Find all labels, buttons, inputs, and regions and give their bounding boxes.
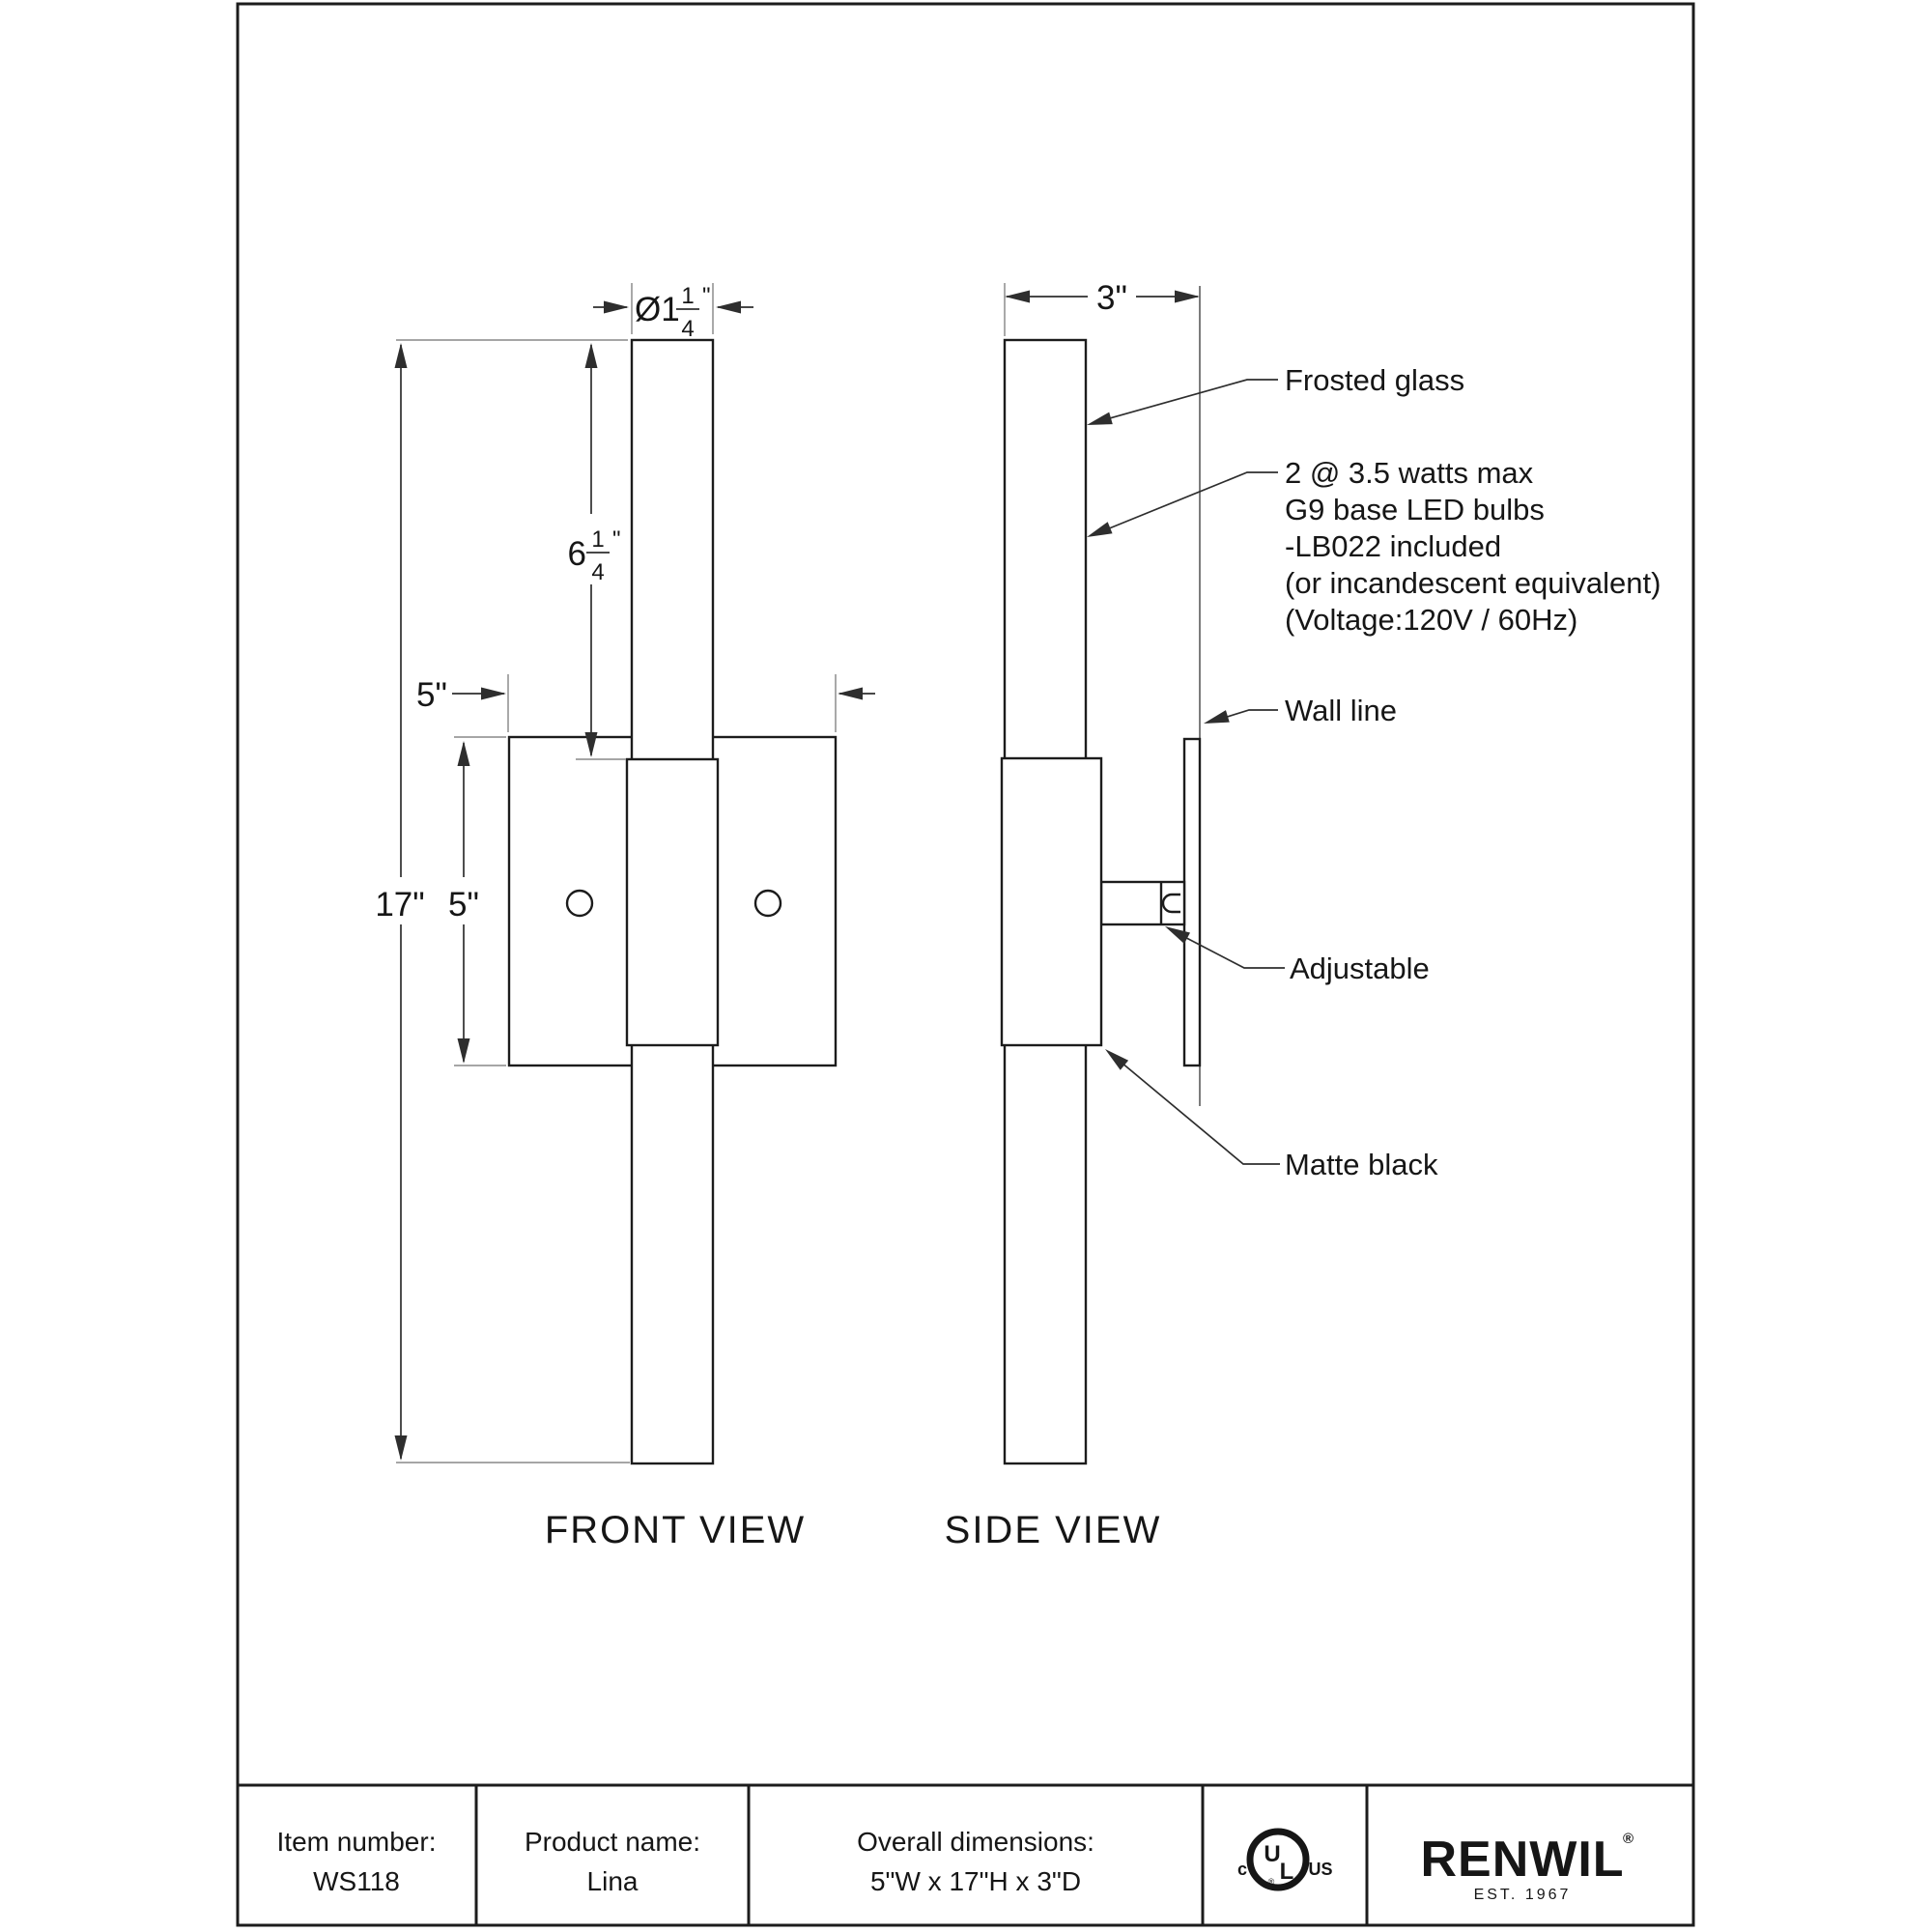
dim-glass-whole: 6 (567, 535, 586, 573)
callout-bulb-line-3: -LB022 included (1285, 529, 1502, 563)
brand-name: RENWIL (1420, 1832, 1625, 1888)
callout-bulb-line-4: (or incandescent equivalent) (1285, 566, 1662, 600)
callout-wall-line: Wall line (1285, 694, 1397, 727)
title-block (238, 1785, 1693, 1925)
callout-matte-black: Matte black (1285, 1148, 1438, 1181)
ul-registered-mark: ® (1267, 1877, 1275, 1887)
callout-bulb-spec (1285, 456, 1661, 637)
brand-registered-mark: ® (1623, 1831, 1634, 1847)
item-number-label: Item number: (276, 1827, 437, 1857)
dim-diameter-denominator: 4 (681, 316, 695, 342)
callout-bulb-line-1: 2 @ 3.5 watts max (1285, 456, 1534, 490)
leader-bulbs (1085, 472, 1278, 543)
side-view-label: SIDE VIEW (944, 1509, 1162, 1551)
front-view (509, 340, 836, 1463)
product-name-value: Lina (586, 1866, 639, 1896)
dim-depth (1005, 279, 1200, 336)
sheet-border (238, 4, 1693, 1925)
ul-letters-us: US (1308, 1860, 1333, 1879)
dim-diameter-unit: " (702, 283, 711, 309)
dim-plate-height (448, 741, 479, 1064)
dim-height-label: 17" (375, 886, 425, 923)
title-block-product-name (525, 1827, 700, 1896)
callout-adjustable: Adjustable (1290, 952, 1430, 985)
ul-certification-logo (1237, 1832, 1333, 1888)
brand-logo (1420, 1831, 1634, 1903)
dim-diameter (593, 283, 753, 342)
ul-letter-l: L (1279, 1859, 1294, 1885)
callout-bulb-line-2: G9 base LED bulbs (1285, 493, 1545, 526)
side-wall-plate (1184, 739, 1200, 1065)
title-block-overall-dimensions (857, 1827, 1094, 1896)
side-center-holder (1002, 758, 1101, 1045)
dim-glass-unit: " (612, 526, 621, 553)
ul-letter-c: c (1236, 1860, 1248, 1879)
dim-overall-height (375, 343, 424, 1461)
leader-frosted-glass (1085, 380, 1278, 431)
front-view-label: FRONT VIEW (544, 1509, 807, 1551)
leader-adjustable (1162, 921, 1285, 968)
overall-dims-value: 5"W x 17"H x 3"D (869, 1866, 1082, 1896)
ul-letter-u: U (1264, 1841, 1281, 1867)
dim-diameter-whole: Ø1 (635, 291, 680, 328)
dim-plate-height-label: 5" (448, 886, 479, 923)
side-arm (1101, 882, 1184, 924)
front-center-holder (627, 759, 718, 1045)
dim-diameter-numerator: 1 (681, 283, 695, 309)
title-block-item-number (277, 1827, 437, 1896)
dim-depth-label: 3" (1096, 279, 1127, 317)
leader-wall-line (1202, 710, 1278, 729)
dim-glass-numerator: 1 (591, 526, 605, 553)
callout-bulb-line-5: (Voltage:120V / 60Hz) (1285, 603, 1578, 637)
overall-dims-label: Overall dimensions: (857, 1827, 1094, 1857)
side-view (1002, 286, 1200, 1463)
dim-plate-width-label: 5" (416, 676, 447, 714)
callout-frosted-glass: Frosted glass (1285, 363, 1465, 397)
product-name-label: Product name: (524, 1827, 701, 1857)
dim-glass-denominator: 4 (591, 559, 605, 585)
dim-glass-above-plate (568, 343, 621, 757)
brand-tagline: EST. 1967 (1473, 1887, 1572, 1903)
item-number-value: WS118 (313, 1866, 400, 1896)
